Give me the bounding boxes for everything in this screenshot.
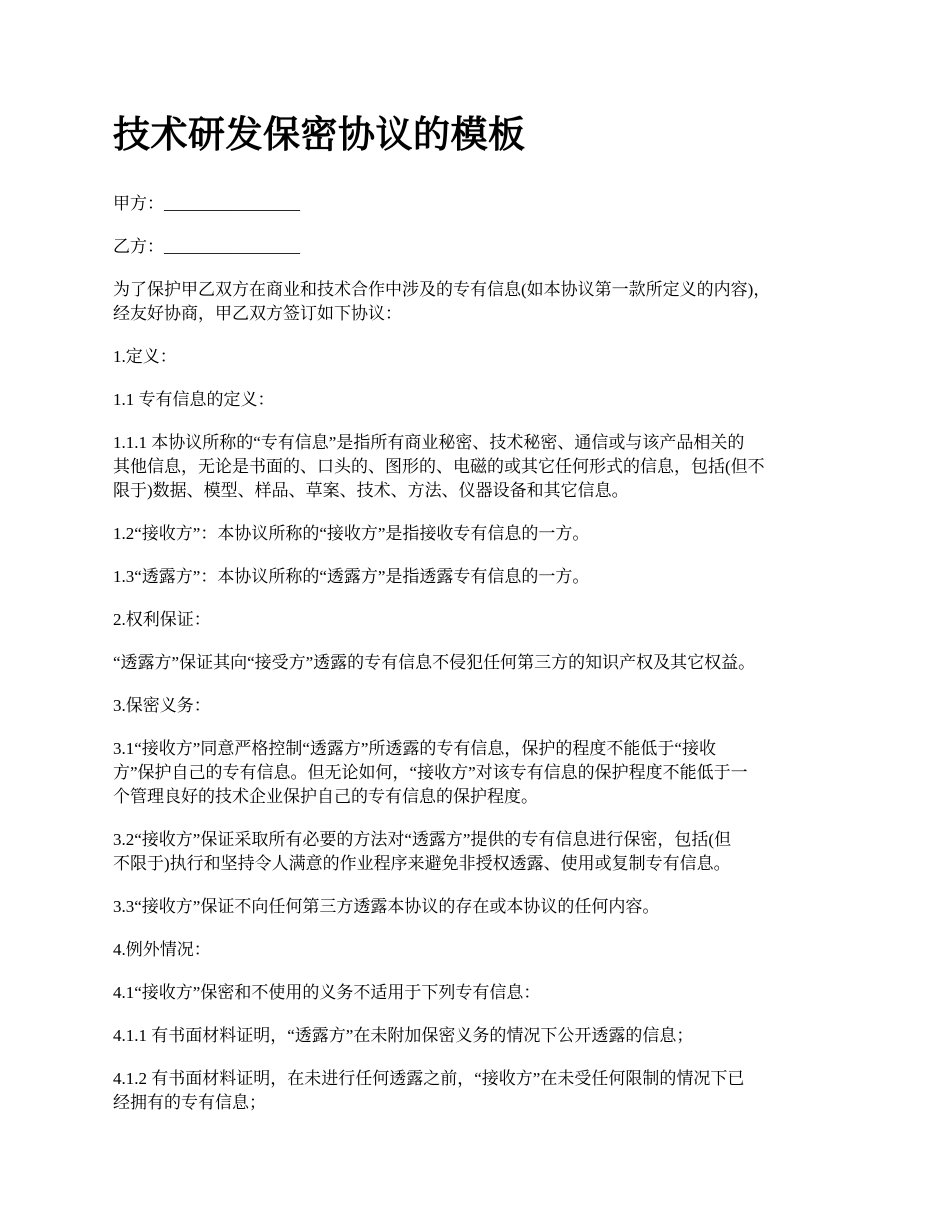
warranty-paragraph: “透露方”保证其向“接受方”透露的专有信息不侵犯任何第三方的知识产权及其它权益。	[113, 653, 756, 672]
clause-1-1-1: 1.1.1 本协议所称的“专有信息”是指所有商业秘密、技术秘密、通信或与该产品相关的 其他信息，无论是书面的、口头的、图形的、电磁的或其它任何形式的信息，包括(但不 限于)数据、模型、样品、草案、技术、方法、仪器设备和其它信息。	[113, 433, 765, 500]
clause-4-1-1: 4.1.1 有书面材料证明，“透露方”在未附加保密义务的情况下公开透露的信息；	[113, 1026, 694, 1045]
clause-3-3: 3.3“接收方”保证不向任何第三方透露本协议的存在或本协议的任何内容。	[113, 897, 660, 916]
document-page	[113, 110, 843, 1134]
clause-1-3: 1.3“透露方”：本协议所称的“透露方”是指透露专有信息的一方。	[113, 567, 590, 586]
section-heading-exceptions: 4.例外情况：	[113, 940, 211, 959]
clause-1-1: 1.1 专有信息的定义：	[113, 390, 275, 409]
document-title: 技术研发保密协议的模板	[113, 113, 526, 156]
clause-4-1-2: 4.1.2 有书面材料证明，在未进行任何透露之前，“接收方”在未受任何限制的情况下已 经拥有的专有信息；	[113, 1069, 745, 1112]
clause-3-1: 3.1“接收方”同意严格控制“透露方”所透露的专有信息，保护的程度不能低于“接收 方”保护自己的专有信息。但无论如何，“接收方”对该专有信息的保护程度不能低于一 个管理良好的技术企业保护自己的专有信息的保护程度。	[113, 739, 748, 806]
preamble-paragraph: 为了保护甲乙双方在商业和技术合作中涉及的专有信息(如本协议第一款所定义的内容)， 经友好协商，甲乙双方签订如下协议：	[113, 280, 771, 323]
section-heading-confidentiality: 3.保密义务：	[113, 696, 211, 715]
clause-4-1: 4.1“接收方”保密和不使用的义务不适用于下列专有信息：	[113, 983, 541, 1002]
party-b-line: 乙方：________________	[113, 237, 300, 256]
clause-3-2: 3.2“接收方”保证采取所有必要的方法对“透露方”提供的专有信息进行保密，包括(但 不限于)执行和坚持令人满意的作业程序来避免非授权透露、使用或复制专有信息。	[113, 830, 732, 873]
section-heading-warranty: 2.权利保证：	[113, 610, 211, 629]
section-heading-definitions: 1.定义：	[113, 347, 177, 366]
party-a-line: 甲方：________________	[113, 194, 300, 213]
clause-1-2: 1.2“接收方”：本协议所称的“接收方”是指接收专有信息的一方。	[113, 524, 590, 543]
